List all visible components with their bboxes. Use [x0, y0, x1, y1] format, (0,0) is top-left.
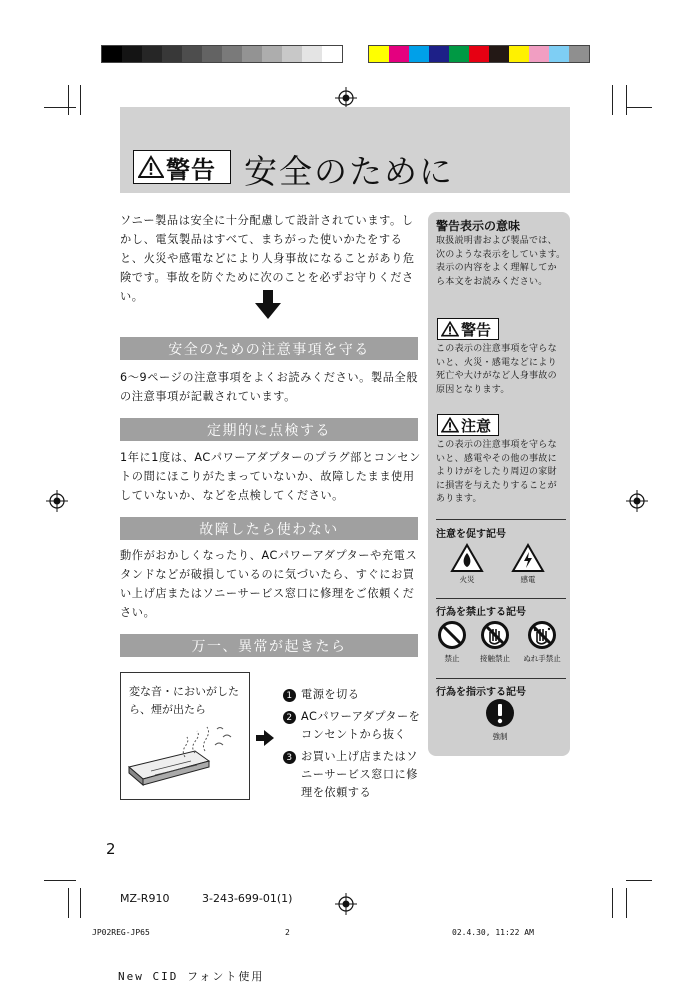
step-number: 3 — [283, 751, 296, 764]
symbol-label: 禁止 — [444, 654, 460, 663]
symbol-label: 火災 — [459, 575, 475, 584]
gray-swatch — [222, 46, 242, 62]
gray-swatch — [182, 46, 202, 62]
file-page: 2 — [285, 928, 290, 937]
symbol-label: 接触禁止 — [480, 654, 510, 663]
right-arrow-icon — [256, 730, 274, 746]
page-number: 2 — [106, 840, 116, 858]
warning-word: 警告 — [461, 320, 492, 339]
divider — [436, 598, 566, 599]
prohibit-symbols-title: 行為を禁止する記号 — [436, 607, 526, 618]
emergency-illustration — [120, 672, 250, 800]
symbol-label: ぬれ手禁止 — [523, 654, 561, 663]
mini-warning-label — [437, 318, 499, 340]
mini-caution-label — [437, 414, 499, 436]
section-heading: 万一、異常が起きたら — [120, 634, 418, 657]
page-title: 安全のために — [244, 152, 454, 191]
section-heading: 安全のための注意事項を守る — [120, 337, 418, 360]
timestamp: 02.4.30, 11:22 AM — [452, 928, 534, 937]
color-swatch — [509, 46, 529, 62]
color-swatch — [569, 46, 589, 62]
warning-label — [133, 150, 231, 184]
registration-mark-icon — [46, 490, 68, 512]
list-item — [283, 686, 423, 704]
list-item — [283, 748, 423, 802]
warning-description: この表示の注意事項を守らないと、火災・感電などにより死亡や大けがなど人身事故の原因となります。 — [436, 344, 557, 395]
font-note: New CID フォント使用 — [118, 970, 265, 983]
caution-description: この表示の注意事項を守らないと、感電やその他の事故によりけがをしたり周辺の家財に損害を与えたりすることがあります。 — [436, 440, 557, 504]
grayscale-color-bar — [101, 45, 343, 63]
sidebar-title: 警告表示の意味 — [436, 219, 521, 233]
prohibited-icon — [437, 620, 467, 650]
gray-swatch — [322, 46, 342, 62]
symbol-label: 強制 — [492, 732, 508, 741]
gray-swatch — [162, 46, 182, 62]
warning-triangle-icon — [441, 321, 459, 337]
warning-triangle-icon — [138, 155, 164, 179]
electric-shock-icon — [511, 543, 545, 573]
registration-mark-icon — [335, 893, 357, 915]
symbol-label: 感電 — [520, 575, 536, 584]
color-swatch — [369, 46, 389, 62]
step-text: 電源を切る — [301, 688, 360, 701]
section-text: 動作がおかしくなったり、ACパワーアダプターや充電スタンドなどが破損しているのに気づいたら、すぐにお買い上げ店またはソニーサービス窓口に修理をご依頼ください。 — [120, 549, 418, 619]
gray-swatch — [142, 46, 162, 62]
attention-symbols-title: 注意を促す記号 — [436, 529, 506, 540]
color-swatch — [529, 46, 549, 62]
step-number: 1 — [283, 689, 296, 702]
section-text: 1年に1度は、ACパワーアダプターのプラグ部とコンセントの間にほこりがたまっていないか、故障したまま使用していないか、などを点検してください。 — [120, 451, 421, 502]
section-heading: 故障したら使わない — [120, 517, 418, 540]
caution-word: 注意 — [461, 416, 492, 435]
instruct-symbols-title: 行為を指示する記号 — [436, 687, 526, 698]
intro-text: ソニー製品は安全に十分配慮して設計されています。しかし、電気製品はすべて、まちがった使いかたをすると、火災や感電などにより人身事故になることがあり危険です。事故を防ぐために次のことを必ずお守りください。 — [120, 214, 415, 303]
registration-mark-icon — [626, 490, 648, 512]
color-swatch — [489, 46, 509, 62]
down-arrow-icon — [255, 290, 281, 320]
color-swatch — [389, 46, 409, 62]
emergency-situation: 変な音・においがしたら、煙が出たら — [129, 685, 239, 716]
section-heading: 定期的に点検する — [120, 418, 418, 441]
gray-swatch — [302, 46, 322, 62]
list-item — [283, 708, 423, 744]
gray-swatch — [282, 46, 302, 62]
divider — [436, 678, 566, 679]
color-swatch — [549, 46, 569, 62]
part-number: 3-243-699-01(1) — [202, 892, 293, 905]
smoking-device-icon — [125, 725, 247, 797]
color-swatch — [429, 46, 449, 62]
gray-swatch — [242, 46, 262, 62]
step-text: お買い上げ店またはソニーサービス窓口に修理を依頼する — [301, 750, 418, 799]
no-touch-icon — [480, 620, 510, 650]
warning-triangle-icon — [441, 417, 459, 433]
emergency-steps — [283, 686, 423, 806]
divider — [436, 519, 566, 520]
color-swatch — [409, 46, 429, 62]
gray-swatch — [122, 46, 142, 62]
no-wet-hands-icon — [527, 620, 557, 650]
step-number: 2 — [283, 711, 296, 724]
color-swatch — [449, 46, 469, 62]
color-swatch — [469, 46, 489, 62]
file-code: JP02REG-JP65 — [92, 928, 150, 937]
gray-swatch — [102, 46, 122, 62]
registration-mark-icon — [335, 87, 357, 109]
mandatory-action-icon — [485, 698, 515, 728]
gray-swatch — [262, 46, 282, 62]
section-text: 6〜9ページの注意事項をよくお読みください。製品全般の注意事項が記載されています。 — [120, 371, 419, 403]
step-text: ACパワーアダプターをコンセントから抜く — [301, 710, 421, 741]
sidebar-intro: 取扱説明書および製品では、次のような表示をしています。表示の内容をよく理解してから本文をお読みください。 — [436, 236, 566, 287]
warning-word: 警告 — [166, 155, 216, 184]
model-number: MZ-R910 — [120, 892, 170, 905]
fire-hazard-icon — [450, 543, 484, 573]
gray-swatch — [202, 46, 222, 62]
process-color-bar — [368, 45, 590, 63]
